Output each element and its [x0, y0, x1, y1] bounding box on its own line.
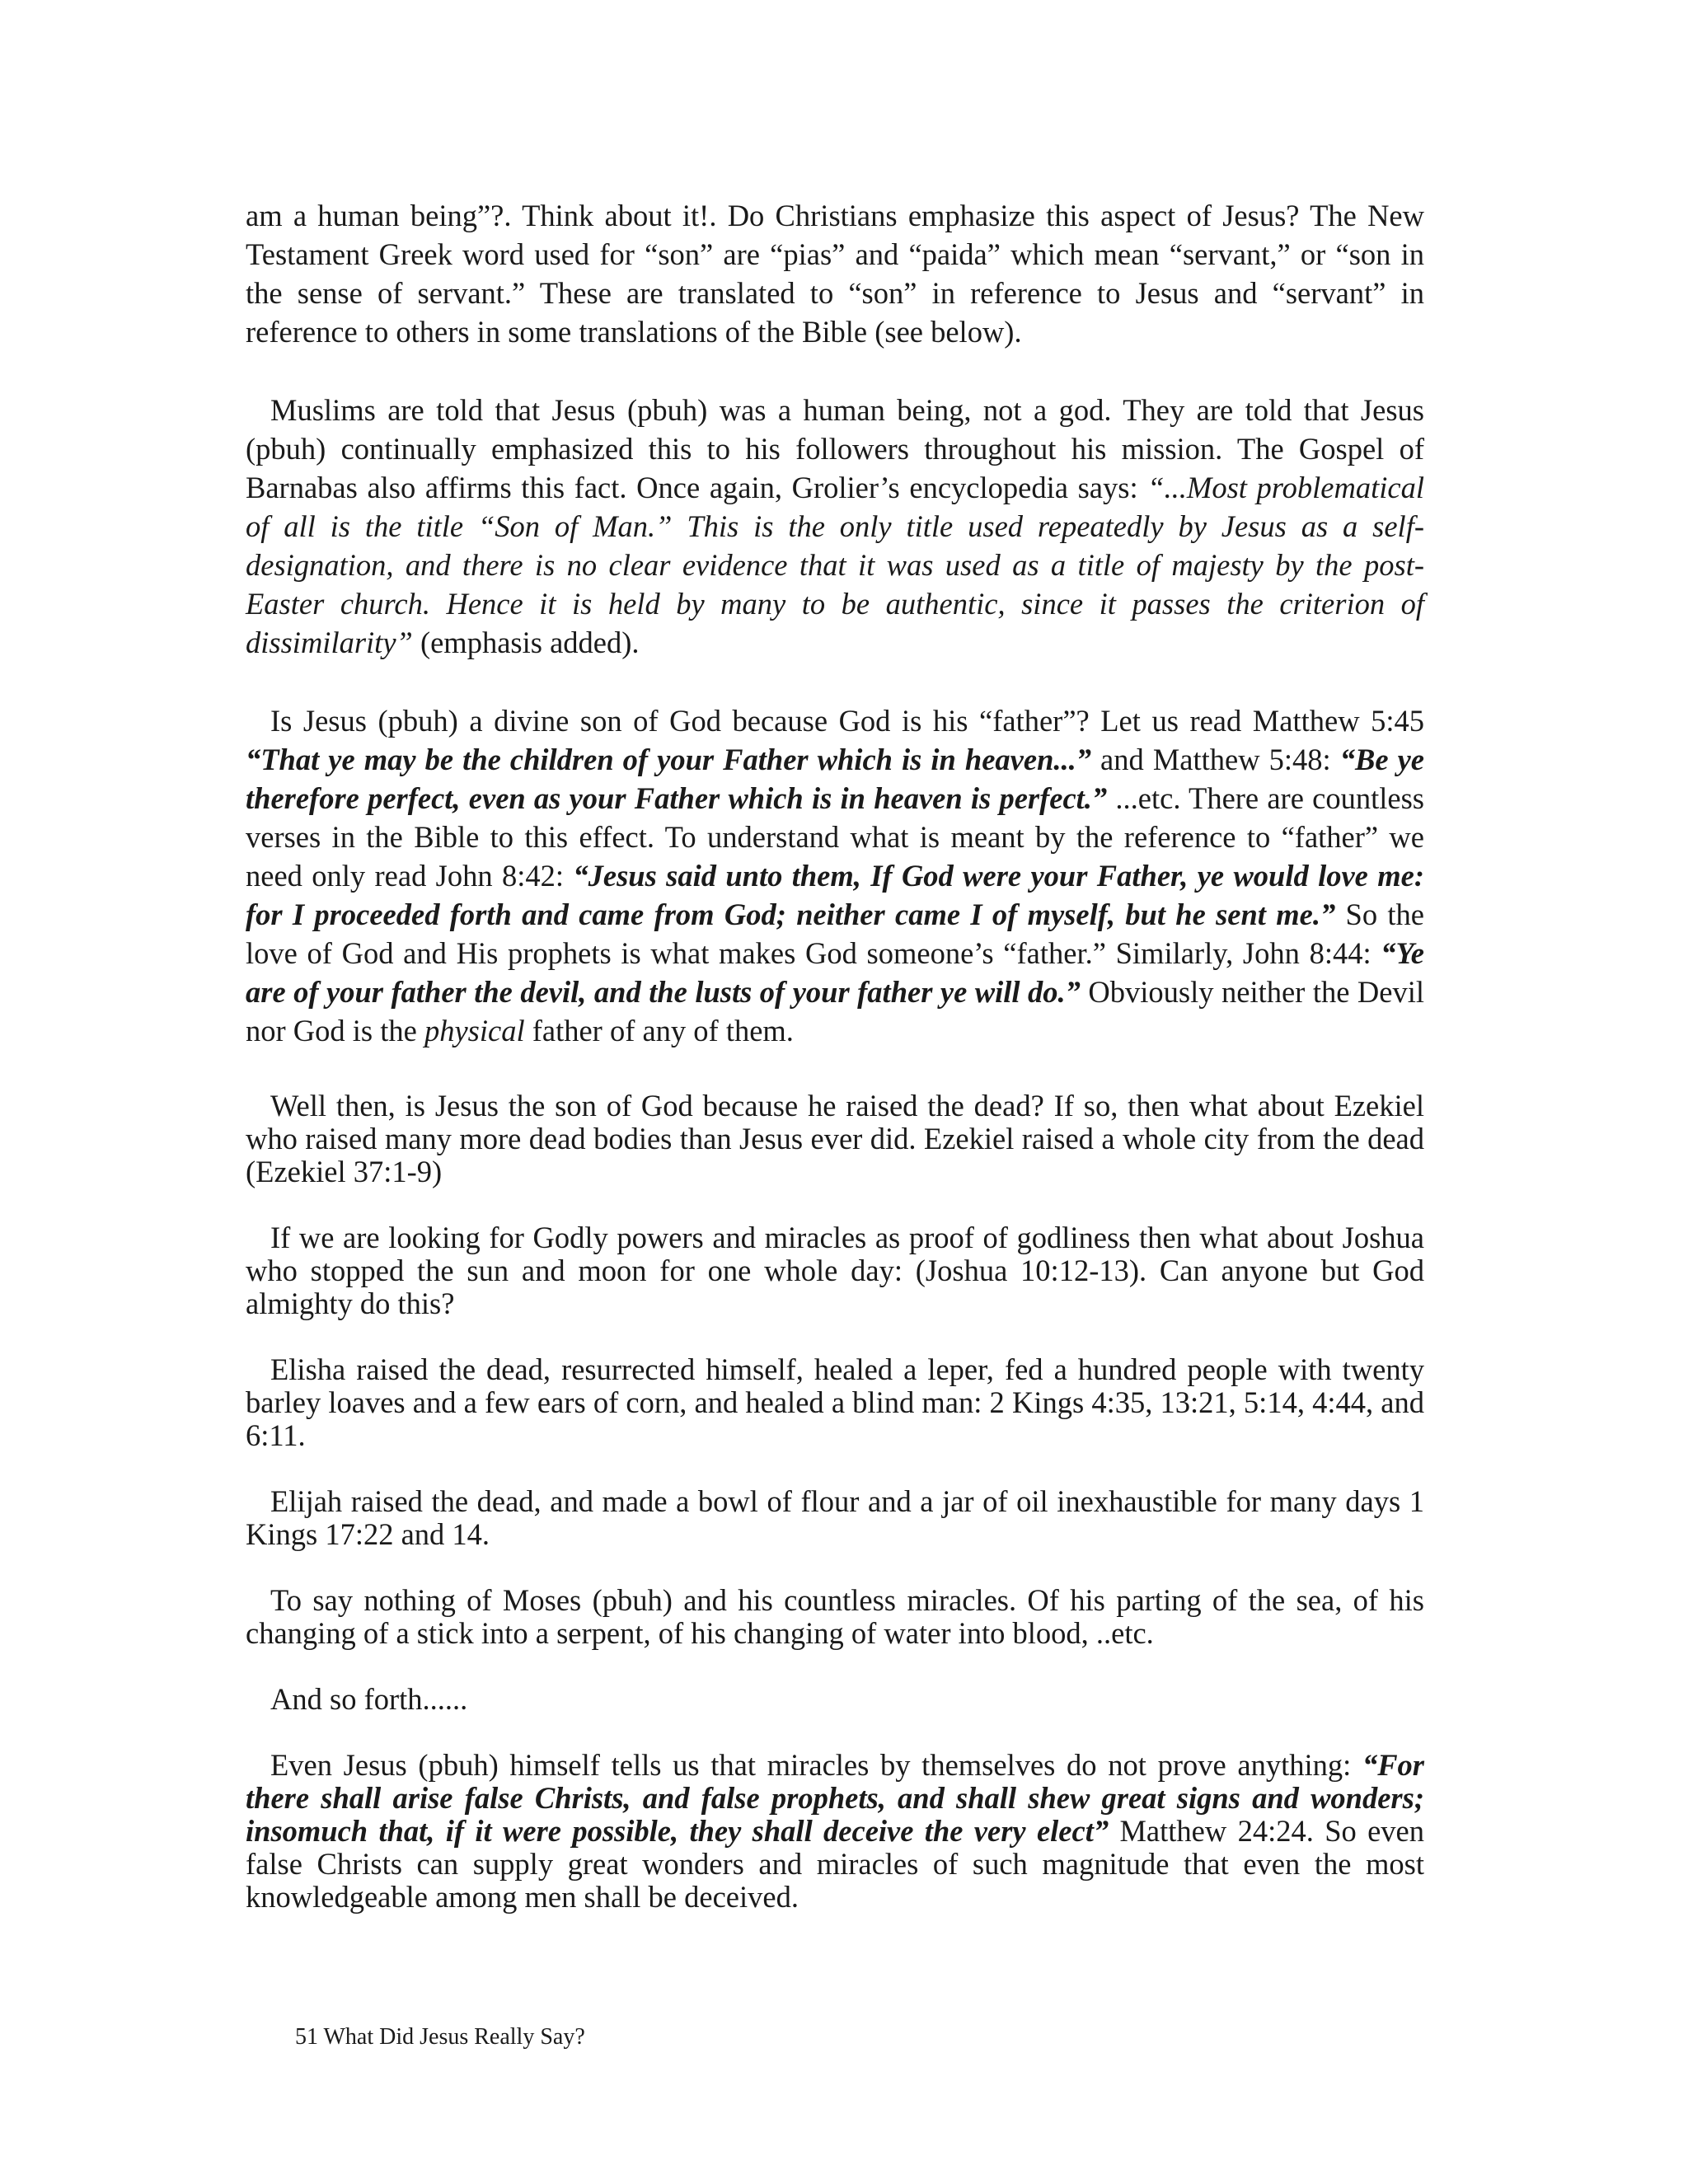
quote-john-8-42: “Jesus said unto them, If God were your Father, ye would love me: for I proceeded forth and came from God; neither came I of myself, but he sent me.”	[246, 859, 1424, 931]
grolier-quote: “...Most problematical of all is the title “Son of Man.” This is the only title used repeatedly by Jesus as a self-designation, and there is no clear evidence that it was used as a title of majesty by the post-Easter church. Hence it is held by many to be authentic, since it passes the criterion of dissimilarity”	[246, 471, 1424, 659]
paragraph-4-text: Well then, is Jesus the son of God because he raised the dead? If so, then what about Ezekiel who raised many more dead bodies than Jesus ever did. Ezekiel raised a whole city from the dead (Ezekiel 37:1-9)	[246, 1089, 1424, 1188]
paragraph-9-text: And so forth......	[270, 1682, 468, 1716]
paragraph-3-text-e: Obviously neither the Devil nor God is the	[246, 975, 1424, 1047]
quote-matthew-24-24: “For there shall arise false Christs, and false prophets, and shall shew great signs and wonders; insomuch that, if it were possible, they shall deceive the very elect”	[246, 1748, 1424, 1848]
paragraph-3-text-c: ...etc. There are countless verses in the Bible to this effect. To understand what is meant by the reference to “father” we need only read John 8:42:	[246, 781, 1424, 893]
paragraph-7	[246, 1485, 1424, 1551]
quote-matthew-5-48: “Be ye therefore perfect, even as your Father which is in heaven is perfect.”	[246, 743, 1424, 815]
paragraph-5-text: If we are looking for Godly powers and miracles as proof of godliness then what about Joshua who stopped the sun and moon for one whole day: (Joshua 10:12-13). Can anyone but God almighty do this?	[246, 1221, 1424, 1320]
paragraph-3-text-f: father of any of them.	[524, 1014, 794, 1047]
paragraph-8	[246, 1584, 1424, 1650]
paragraph-10-text-b: Matthew 24:24. So even false Christs can supply great wonders and miracles of such magnitude that even the most knowledgeable among men shall be deceived.	[246, 1814, 1424, 1914]
paragraph-2-text: Muslims are told that Jesus (pbuh) was a human being, not a god. They are told that Jesus (pbuh) continually emphasized this to his followers throughout his mission. The Gospel of Barnabas also affirms this fact. Once again, Grolier’s encyclopedia says:	[246, 393, 1424, 504]
quote-matthew-5-45: “That ye may be the children of your Father which is in heaven...”	[246, 743, 1091, 776]
paragraph-5	[246, 1221, 1424, 1320]
paragraph-10	[246, 1749, 1424, 1914]
paragraph-3	[246, 701, 1424, 1050]
page-footer: 51 What Did Jesus Really Say?	[295, 2024, 585, 2050]
paragraph-1-text: am a human being”?. Think about it!. Do Christians emphasize this aspect of Jesus? The New Testament Greek word used for “son” are “pias” and “paida” which mean “servant,” or “son in the sense of servant.” These are translated to “son” in reference to Jesus and “servant” in reference to others in some translations of the Bible (see below).	[246, 199, 1424, 349]
paragraph-2-tail: (emphasis added).	[412, 626, 640, 659]
paragraph-6-text: Elisha raised the dead, resurrected himself, healed a leper, fed a hundred people with twenty barley loaves and a few ears of corn, and healed a blind man: 2 Kings 4:35, 13:21, 5:14, 4:44, and 6:11.	[246, 1352, 1424, 1452]
paragraph-4	[246, 1090, 1424, 1188]
paragraph-6	[246, 1353, 1424, 1452]
paragraph-3-text-a: Is Jesus (pbuh) a divine son of God because God is his “father”? Let us read Matthew 5:45	[270, 704, 1424, 738]
paragraph-3-text-d: So the love of God and His prophets is what makes God someone’s “father.” Similarly, John 8:44:	[246, 898, 1424, 970]
page-body	[246, 196, 1424, 1914]
emphasis-physical: physical	[424, 1014, 525, 1047]
paragraph-3-text-b: and Matthew 5:48:	[1091, 743, 1340, 776]
quote-john-8-44: “Ye are of your father the devil, and the lusts of your father ye will do.”	[246, 936, 1424, 1009]
paragraph-2	[246, 391, 1424, 662]
paragraph-7-text: Elijah raised the dead, and made a bowl of flour and a jar of oil inexhaustible for many days 1 Kings 17:22 and 14.	[246, 1484, 1424, 1551]
paragraph-9	[246, 1683, 1424, 1716]
paragraph-8-text: To say nothing of Moses (pbuh) and his countless miracles. Of his parting of the sea, of his changing of a stick into a serpent, of his changing of water into blood, ..etc.	[246, 1583, 1424, 1650]
paragraph-1	[246, 196, 1424, 351]
paragraph-10-text-a: Even Jesus (pbuh) himself tells us that miracles by themselves do not prove anything:	[270, 1748, 1362, 1782]
